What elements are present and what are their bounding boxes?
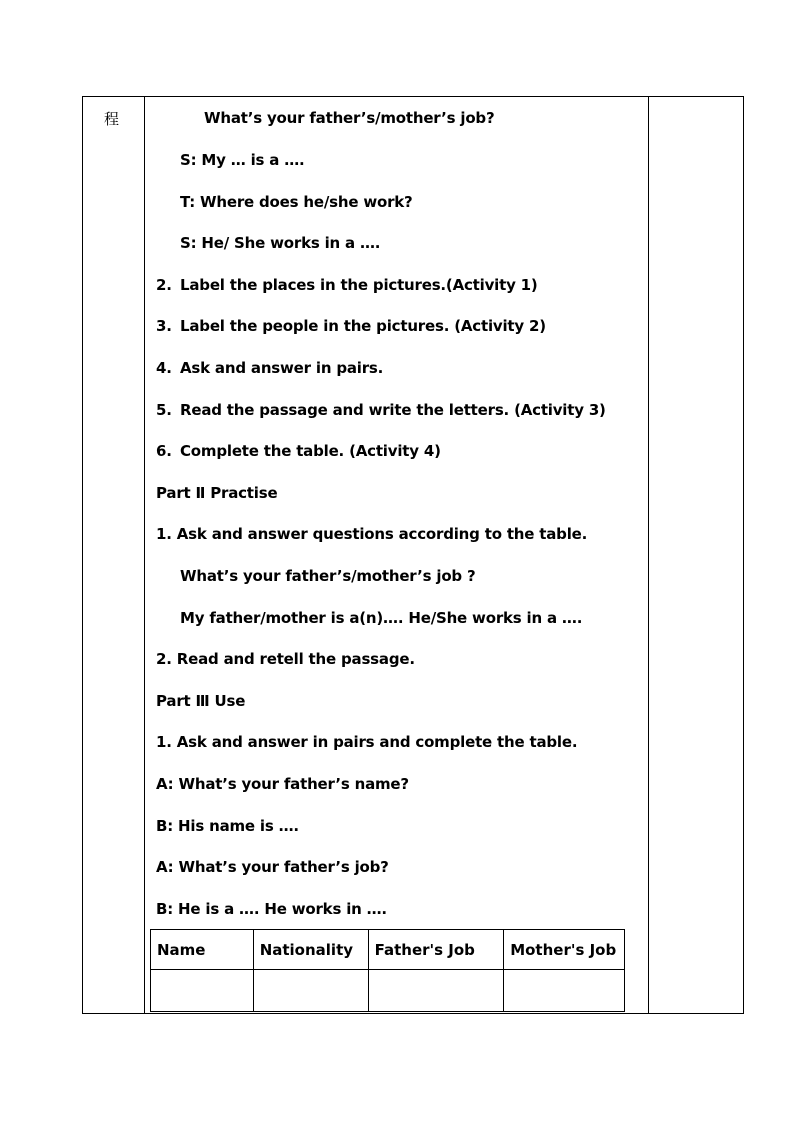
use-step-1: 1. Ask and answer in pairs and complete the table. xyxy=(156,733,578,751)
list-item xyxy=(156,316,546,336)
list-item xyxy=(156,400,606,420)
cell-fathers-job xyxy=(368,970,504,1012)
list-text: Complete the table. (Activity 4) xyxy=(180,442,441,460)
cell-nationality xyxy=(253,970,368,1012)
list-text: Ask and answer in pairs. xyxy=(180,359,384,377)
dialogue-question: What’s your father’s/mother’s job? xyxy=(204,109,495,127)
list-number: 2. xyxy=(156,276,172,294)
cell-name xyxy=(151,970,254,1012)
header-name: Name xyxy=(151,930,254,970)
dialogue-student-work: S: He/ She works in a …. xyxy=(180,234,381,252)
list-number: 6. xyxy=(156,442,172,460)
list-item xyxy=(156,441,441,461)
header-nationality: Nationality xyxy=(253,930,368,970)
column-divider-right xyxy=(648,96,649,1014)
list-number: 5. xyxy=(156,401,172,419)
list-text: Read the passage and write the letters. (Activity 3) xyxy=(180,401,606,419)
dialogue-teacher-question: T: Where does he/she work? xyxy=(180,193,413,211)
column-divider-left xyxy=(144,96,145,1014)
list-text: Label the people in the pictures. (Activity 2) xyxy=(180,317,546,335)
list-number: 3. xyxy=(156,317,172,335)
cell-mothers-job xyxy=(504,970,625,1012)
list-item xyxy=(156,275,538,295)
practise-step-2: 2. Read and retell the passage. xyxy=(156,650,415,668)
section-heading-practise: Part Ⅱ Practise xyxy=(156,484,278,502)
header-fathers-job: Father's Job xyxy=(368,930,504,970)
list-item xyxy=(156,358,383,378)
practise-answer: My father/mother is a(n)…. He/She works in a …. xyxy=(180,609,583,627)
table-header-row xyxy=(151,930,625,970)
list-number: 4. xyxy=(156,359,172,377)
list-text: Label the places in the pictures.(Activity 1) xyxy=(180,276,538,294)
section-label: 程 xyxy=(104,110,120,128)
use-dialogue-a2: A: What’s your father’s job? xyxy=(156,858,389,876)
use-dialogue-b2: B: He is a …. He works in …. xyxy=(156,900,387,918)
use-dialogue-a1: A: What’s your father’s name? xyxy=(156,775,409,793)
table-row xyxy=(151,970,625,1012)
survey-table xyxy=(150,929,625,1012)
dialogue-student-answer: S: My … is a …. xyxy=(180,151,305,169)
practise-question: What’s your father’s/mother’s job ? xyxy=(180,567,476,585)
header-mothers-job: Mother's Job xyxy=(504,930,625,970)
practise-step-1: 1. Ask and answer questions according to the table. xyxy=(156,525,588,543)
use-dialogue-b1: B: His name is …. xyxy=(156,817,299,835)
section-heading-use: Part Ⅲ Use xyxy=(156,692,246,710)
